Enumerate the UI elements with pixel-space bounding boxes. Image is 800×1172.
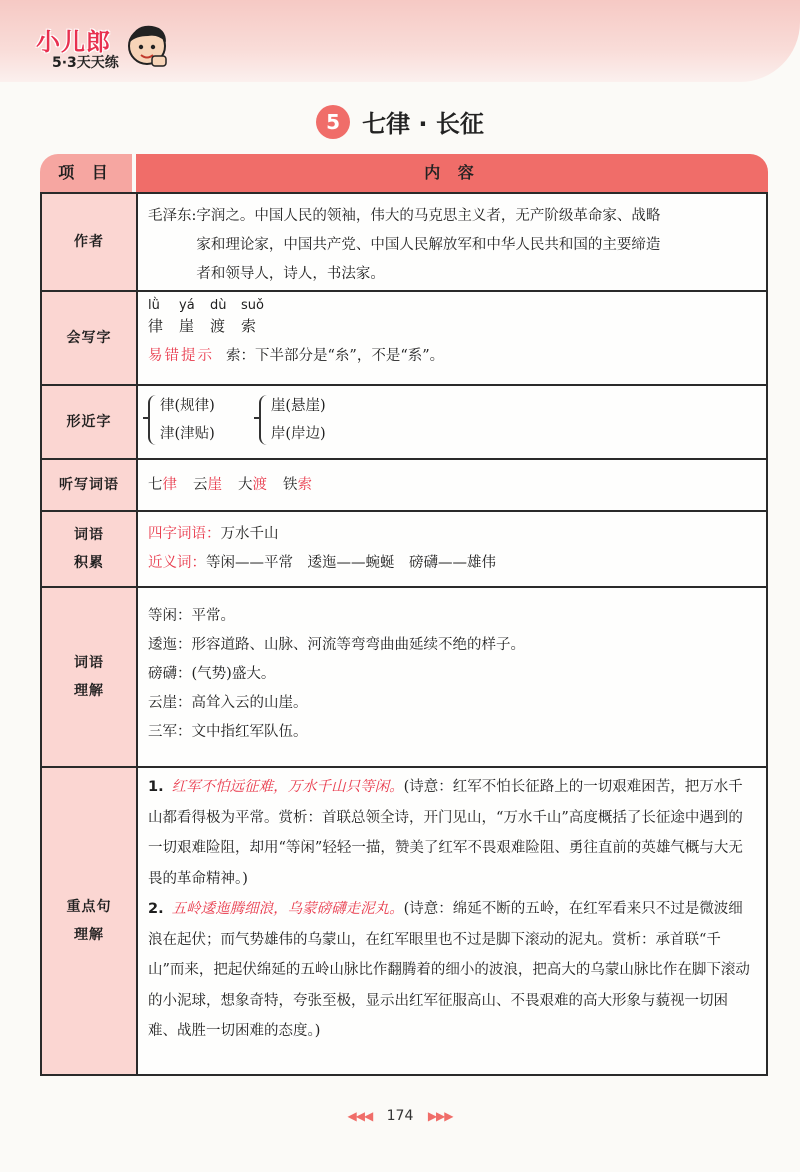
header-content: 内 容	[136, 154, 768, 192]
header-item: 项 目	[40, 154, 132, 192]
series-name: 5·3天天练	[52, 55, 119, 71]
pinyin-line	[148, 298, 756, 314]
key-quote: 五岭逶迤腾细浪，乌蒙磅礴走泥丸。	[171, 901, 404, 917]
lesson-name: 七律 · 长征	[362, 110, 484, 138]
row-label-accumulate: 词语 积累	[42, 512, 138, 586]
key-explanation: (诗意：绵延不断的五岭，在红军看来只不过是微波细浪在起伏；而气势雄伟的乌蒙山，在红军眼里也不过是脚下滚动的泥丸。赏析：承首联“千山”而来，把起伏绵延的五岭山脉比作翻腾着的细小的波浪，把高大的乌蒙山脉比作在脚下滚动的小泥球，想象奇特，夸张至极，显示出红军征服高山、不畏艰难的高大形象与藐视一切困难、战胜一切困难的态度。)	[148, 901, 750, 1039]
dictation-word: 大渡	[238, 476, 267, 493]
key-item-2: 2. 五岭逶迤腾细浪，乌蒙磅礴走泥丸。(诗意：绵延不断的五岭，在红军看来只不过是微波细浪在起伏；而气势雄伟的乌蒙山，在红军眼里也不过是脚下滚动的泥丸。赏析：承首联“千山”而来，把起伏绵延的五岭山脉比作翻腾着的细小的波浪，把高大的乌蒙山脉比作在脚下滚动的小泥球，想象奇特，夸张至极，显示出红军征服高山、不畏艰难的高大形象与藐视一切困难、战胜一切困难的态度。)	[148, 901, 750, 1039]
right-arrows-icon: ▶▶▶	[427, 1109, 453, 1123]
key-content	[138, 768, 766, 1074]
row-label-understand: 词语 理解	[42, 588, 138, 766]
similar-char: 律(规律)	[160, 398, 215, 414]
author-line: 字润之。中国人民的领袖，伟大的马克思主义者，无产阶级革命家、战略	[196, 208, 661, 224]
brace-icon	[148, 395, 158, 445]
understand-content	[138, 588, 766, 766]
author-line: 家和理论家，中国共产党、中国人民解放军和中华人民共和国的主要缔造	[196, 237, 661, 253]
lesson-number: 5	[316, 105, 350, 139]
four-char-words: 万水千山	[220, 526, 279, 542]
pinyin: yá	[179, 298, 195, 313]
definition-line: 云崖：高耸入云的山崖。	[148, 695, 308, 711]
dictation-word: 铁索	[283, 476, 312, 493]
char-line	[148, 314, 756, 338]
row-accumulate	[42, 512, 766, 588]
author-line: 者和领导人，诗人，书法家。	[196, 266, 385, 282]
synonym-words: 等闲——平常 逶迤——蜿蜒 磅礴——雄伟	[206, 555, 496, 571]
similar-char: 崖(悬崖)	[270, 398, 326, 414]
row-label-write: 会写字	[42, 292, 138, 384]
similar-content	[138, 386, 766, 458]
similar-char: 岸(岸边)	[270, 426, 326, 442]
table-header	[40, 154, 768, 192]
row-key-sentences	[42, 768, 766, 1074]
header-band	[0, 0, 800, 82]
definition-line: 三军：文中指红军队伍。	[148, 724, 308, 740]
author-name: 毛泽东:	[148, 208, 197, 224]
key-item-1: 1. 红军不怕远征难，万水千山只等闲。(诗意：红军不怕长征路上的一切艰难困苦，把万水千山都看得极为平常。赏析：首联总领全诗，开门见山，“万水千山”高度概括了长征途中遇到的一切艰难险阻，却用“等闲”轻轻一描，赞美了红军不畏艰难险阻、勇往直前的英雄气概与大无畏的革命精神。)	[148, 779, 743, 887]
row-label-similar: 形近字	[42, 386, 138, 458]
page-number: 174	[386, 1108, 414, 1124]
character: 渡	[210, 317, 226, 335]
four-char-label: 四字词语：	[148, 526, 221, 542]
character: 索	[241, 317, 257, 335]
page-footer	[0, 1108, 800, 1124]
row-label-key: 重点句 理解	[42, 768, 138, 1074]
character: 崖	[179, 317, 195, 335]
synonym-label: 近义词：	[148, 555, 206, 571]
pinyin: lǜ	[148, 298, 160, 313]
pinyin: dù	[210, 298, 227, 313]
write-content	[138, 292, 766, 384]
dictation-word: 云崖	[193, 476, 222, 493]
row-dictation	[42, 460, 766, 512]
row-similar	[42, 386, 766, 460]
dictation-content	[138, 460, 766, 510]
brace-icon	[259, 395, 269, 445]
pinyin: suǒ	[241, 298, 264, 313]
key-quote: 红军不怕远征难，万水千山只等闲。	[171, 779, 404, 795]
row-label-author: 作者	[42, 194, 138, 290]
left-arrows-icon: ◀◀◀	[347, 1109, 373, 1123]
row-label-dictation: 听写词语	[42, 460, 138, 510]
character: 律	[148, 317, 164, 335]
row-author	[42, 194, 766, 292]
error-hint-label: 易错提示	[148, 348, 214, 364]
study-table	[40, 154, 768, 1039]
definition-line: 磅礴：(气势)盛大。	[148, 666, 276, 682]
accumulate-content	[138, 512, 766, 586]
row-write	[42, 292, 766, 386]
mascot-icon	[122, 20, 172, 72]
definition-line: 逶迤：形容道路、山脉、河流等弯弯曲曲延续不绝的样子。	[148, 637, 525, 653]
definition-line: 等闲：平常。	[148, 608, 235, 624]
brand-logo: 小儿郎	[36, 28, 111, 56]
similar-char: 津(津贴)	[160, 426, 215, 442]
lesson-title	[0, 104, 800, 139]
dictation-word: 七律	[148, 476, 177, 493]
error-hint-text: 索：下半部分是“糸”，不是“系”。	[226, 348, 445, 364]
table-body	[40, 192, 768, 1076]
key-explanation: (诗意：红军不怕长征路上的一切艰难困苦，把万水千山都看得极为平常。赏析：首联总领全诗，开门见山，“万水千山”高度概括了长征途中遇到的一切艰难险阻，却用“等闲”轻轻一描，赞美了红军不畏艰难险阻、勇往直前的英雄气概与大无畏的革命精神。)	[148, 779, 743, 887]
author-content	[138, 194, 766, 290]
row-understand	[42, 588, 766, 768]
